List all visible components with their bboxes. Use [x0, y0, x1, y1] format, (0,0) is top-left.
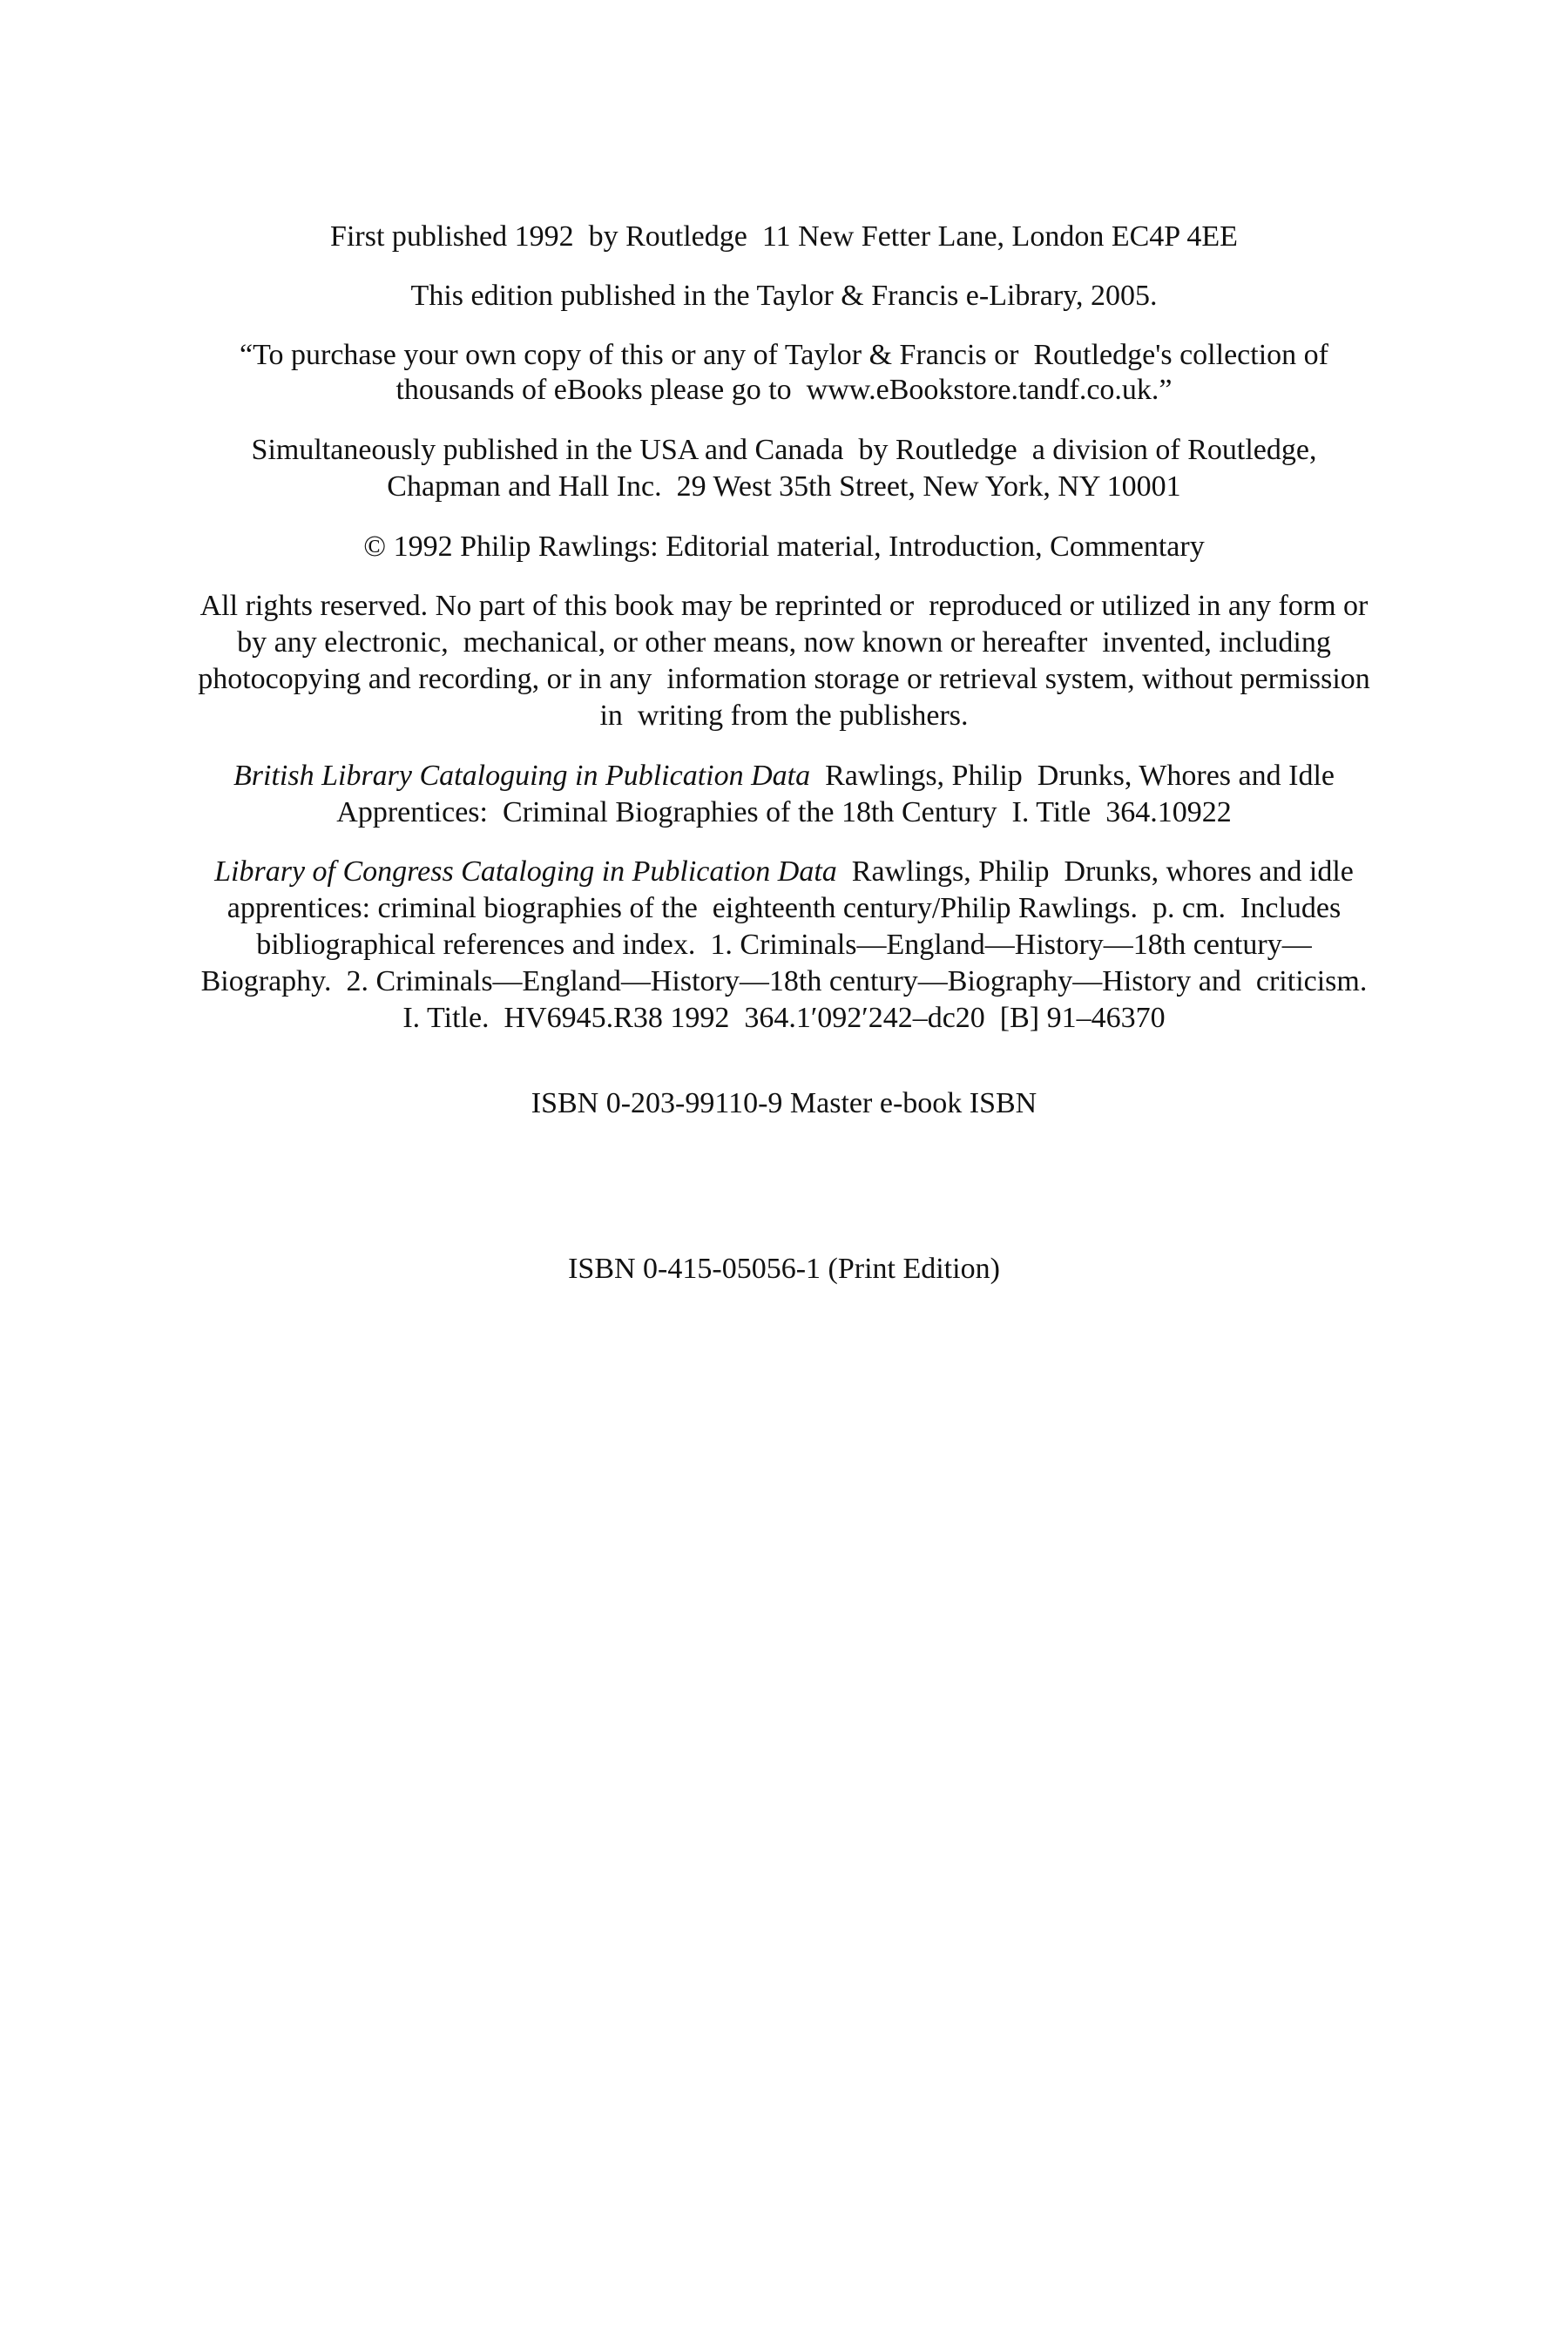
print-isbn-line: ISBN 0-415-05056-1 (Print Edition) — [568, 1253, 1000, 1285]
british-library-cip-line-1 — [0, 757, 1568, 795]
purchase-notice-line-1: “To purchase your own copy of this or any of Taylor & Francis or Routledge's collection of — [240, 339, 1328, 371]
british-library-cip-line-2: Apprentices: Criminal Biographies of the 18th Century I. Title 364.10922 — [336, 796, 1232, 828]
purchase-notice-line-2: thousands of eBooks please go to www.eBookstore.tandf.co.uk.” — [395, 374, 1173, 406]
loc-cip-text: Rawlings, Philip Drunks, whores and idle — [836, 855, 1354, 888]
copyright-line: © 1992 Philip Rawlings: Editorial material, Introduction, Commentary — [363, 531, 1205, 563]
rights-notice-line-4: in writing from the publishers. — [599, 700, 969, 732]
british-library-cip-text: Rawlings, Philip Drunks, Whores and Idle — [810, 760, 1335, 792]
loc-cip-line-1 — [0, 853, 1568, 891]
rights-notice-line-2: by any electronic, mechanical, or other means, now known or hereafter invented, including — [237, 626, 1331, 659]
first-published-line: First published 1992 by Routledge 11 New Fetter Lane, London EC4P 4EE — [330, 220, 1238, 253]
loc-cip-line-3: bibliographical references and index. 1. Criminals—England—History—18th century— — [256, 929, 1312, 961]
loc-cip-line-2: apprentices: criminal biographies of the eighteenth century/Philip Rawlings. p. cm. Includes — [226, 892, 1342, 924]
simultaneous-publication-line-2: Chapman and Hall Inc. 29 West 35th Street, New York, NY 10001 — [387, 470, 1181, 503]
british-library-cip-heading: British Library Cataloguing in Publication Data — [233, 760, 811, 792]
ebook-isbn-line: ISBN 0-203-99110-9 Master e-book ISBN — [531, 1087, 1037, 1119]
loc-cip-line-5: I. Title. HV6945.R38 1992 364.1′092′242–dc20 [B] 91–46370 — [402, 1002, 1166, 1034]
e-library-edition-line: This edition published in the Taylor & Francis e-Library, 2005. — [410, 280, 1158, 312]
loc-cip-heading: Library of Congress Cataloging in Publication Data — [214, 855, 837, 888]
loc-cip-line-4: Biography. 2. Criminals—England—History—18th century—Biography—History and criticism. — [200, 965, 1368, 997]
simultaneous-publication-line-1: Simultaneously published in the USA and Canada by Routledge a division of Routledge, — [251, 434, 1317, 466]
rights-notice-line-1: All rights reserved. No part of this book may be reprinted or reproduced or utilized in any form or — [199, 590, 1369, 622]
rights-notice-line-3: photocopying and recording, or in any information storage or retrieval system, without permission — [198, 663, 1370, 695]
